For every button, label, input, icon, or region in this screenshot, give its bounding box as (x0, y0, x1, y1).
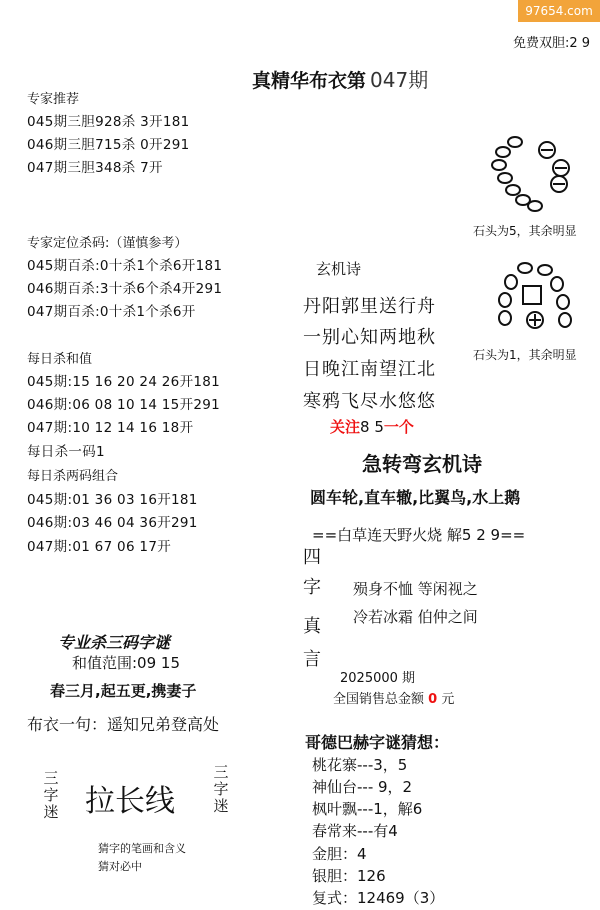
daily-sum-line: 047期:10 12 14 16 18开 (27, 420, 194, 436)
poem-line: 一别心知两地秋 (303, 327, 436, 348)
title-text: 真精华布衣第 (252, 70, 367, 92)
sales-text (333, 688, 454, 707)
stone-chain-picture (485, 130, 575, 215)
free-pair-text: 免费双胆:2 9 (512, 36, 590, 51)
daily-sum-line: 046期:06 08 10 14 15开291 (27, 397, 221, 413)
four-line: 殒身不恤 等闲视之 (353, 580, 478, 598)
focus-suffix: 一个 (383, 418, 414, 436)
stone-caption: 石头为5，其余明显 (473, 224, 577, 238)
expert-pos-line: 045期百杀:0十杀1个杀6开181 (27, 258, 223, 274)
stone-chain-picture (495, 258, 585, 343)
poem-line: 日晚江南望江北 (303, 359, 436, 380)
four-char: 字 (303, 577, 321, 598)
pull-line-text: 拉长线 (85, 784, 175, 819)
vertical-label-right: 三字迷 (213, 763, 229, 815)
expert-pos-line: 047期百杀:0十杀1个杀6开 (27, 304, 196, 320)
buyi-text: 布衣一句：遥知兄弟登高处 (27, 715, 220, 734)
daily-one-text: 每日杀一码1 (27, 444, 105, 460)
poem-line: 丹阳郭里送行舟 (303, 296, 436, 317)
four-char: 四 (303, 547, 321, 568)
expert-pos-head: 专家定位杀码:（谨慎参考） (27, 236, 188, 251)
daily-two-line: 045期:01 36 03 16开181 (27, 492, 198, 508)
spring-text: 春三月,起五更,携妻子 (50, 682, 197, 700)
focus-label: 关注 (330, 418, 361, 436)
riddle-line: 复式：12469（3） (312, 889, 445, 907)
poem-title: 玄机诗 (316, 260, 362, 278)
daily-sum-head: 每日杀和值 (27, 352, 93, 367)
riddle-line: 金胆：4 (312, 845, 367, 863)
issue-number: 047期 (370, 68, 429, 92)
riddle-line: 春常来---有4 (312, 822, 398, 840)
stone-caption: 石头为1，其余明显 (473, 348, 577, 362)
riddle-line: 枫叶飘---1，解6 (312, 800, 423, 818)
riddle-line: 桃花寨---3，5 (312, 756, 408, 774)
hint-text: 猜对必中 (98, 860, 142, 873)
riddle-title: 哥德巴赫字谜猜想： (305, 733, 450, 752)
expert-rec-line: 046期三胆715杀 0开291 (27, 137, 190, 153)
range-text: 和值范围:09 15 (72, 654, 180, 672)
riddle-line: 银胆：126 (312, 867, 386, 885)
sales-label: 全国销售总金额 (333, 692, 425, 707)
hint-text: 猜字的笔画和含义 (98, 842, 186, 855)
watermark-badge: 97654.com (518, 0, 600, 22)
poem-line: 寒鸦飞尽水悠悠 (303, 391, 436, 412)
pro-title: 专业杀三码字谜 (58, 633, 171, 652)
herb-line: ==白草连天野火烧 解5 2 9== (312, 526, 526, 544)
expert-rec-head: 专家推荐 (27, 92, 80, 107)
issue-no: 2025000 期 (340, 671, 416, 686)
riddle-line: 神仙台--- 9，2 (312, 778, 413, 796)
four-char: 言 (303, 649, 321, 670)
focus-nums: 8 5 (360, 418, 384, 436)
focus-text (330, 416, 414, 437)
sales-unit: 元 (441, 692, 455, 707)
vertical-label-left: 三字迷 (43, 769, 59, 821)
sales-value: 0 (428, 692, 438, 707)
four-char: 真 (303, 616, 321, 637)
expert-rec-line: 045期三胆928杀 3开181 (27, 114, 190, 130)
expert-rec-line: 047期三胆348杀 7开 (27, 160, 163, 176)
page-title (252, 64, 428, 93)
daily-two-line: 047期:01 67 06 17开 (27, 539, 172, 555)
turn-title: 急转弯玄机诗 (362, 452, 482, 476)
daily-two-line: 046期:03 46 04 36开291 (27, 515, 198, 531)
daily-two-head: 每日杀两码组合 (27, 469, 119, 484)
turn-text: 圆车轮,直车辙,比翼鸟,水上鹅 (310, 488, 521, 507)
four-line: 冷若冰霜 伯仲之间 (353, 608, 478, 626)
daily-sum-line: 045期:15 16 20 24 26开181 (27, 374, 221, 390)
expert-pos-line: 046期百杀:3十杀6个杀4开291 (27, 281, 223, 297)
